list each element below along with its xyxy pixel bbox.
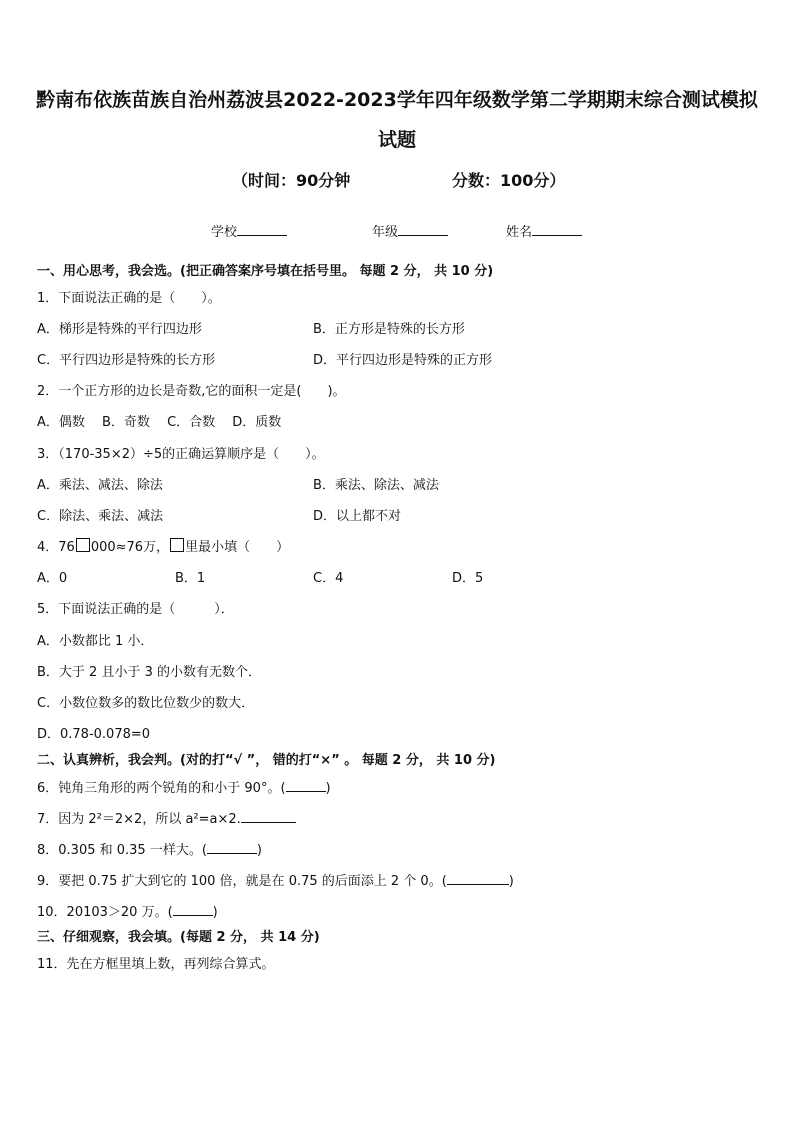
q1-option-a[interactable]: A．梯形是特殊的平行四边形	[37, 322, 202, 337]
name-label: 姓名	[506, 225, 533, 240]
time-label: （时间：90分钟	[232, 171, 351, 190]
q3-option-a[interactable]: A．乘法、减法、除法	[37, 478, 163, 493]
q5-option-b[interactable]: B．大于 2 且小于 3 的小数有无数个．	[37, 665, 261, 680]
name-blank[interactable]	[532, 221, 582, 236]
grade-label: 年级	[372, 225, 399, 240]
q6-answer-blank[interactable]	[286, 778, 326, 792]
q5-stem: 5．下面说法正确的是（ ）．	[37, 602, 234, 617]
q8-answer-blank[interactable]	[207, 840, 257, 854]
q4-digit-box-ref	[170, 538, 184, 552]
q10-answer-blank[interactable]	[173, 902, 213, 916]
q9-answer-blank[interactable]	[447, 871, 509, 885]
q9-paren-close: )	[508, 874, 514, 889]
section1-heading: 一、用心思考，我会选。(把正确答案序号填在括号里。 每题 2 分， 共 10 分)	[37, 264, 494, 279]
q4-stem-part1: 4．76	[37, 540, 75, 555]
q8-text: 8．0.305 和 0.35 一样大。(	[37, 843, 207, 858]
section3-heading: 三、仔细观察，我会填。(每题 2 分， 共 14 分)	[37, 930, 320, 945]
q4-option-d[interactable]: D．5	[452, 571, 484, 586]
q2-stem: 2．一个正方形的边长是奇数,它的面积一定是( )。	[37, 384, 346, 399]
school-field	[211, 221, 287, 243]
q3-option-b[interactable]: B．乘法、除法、减法	[313, 478, 439, 493]
school-blank[interactable]	[237, 221, 287, 236]
q4-stem-part3: 里最小填（ ）	[185, 540, 290, 555]
exam-title-line1: 黔南布依族苗族自治州荔波县2022-2023学年四年级数学第二学期期末综合测试模拟	[36, 89, 758, 111]
q4-stem-part2: 000≈76万，	[90, 540, 170, 555]
q4-option-a[interactable]: A．0	[37, 571, 68, 586]
q1-option-d[interactable]: D．平行四边形是特殊的正方形	[313, 353, 493, 368]
exam-title-line2: 试题	[377, 129, 416, 151]
q2-options[interactable]: A．偶数 B．奇数 C．合数 D．质数	[37, 415, 282, 430]
q7-text: 7．因为 2²＝2×2，所以 a²=a×2.	[37, 812, 241, 827]
q1-stem: 1．下面说法正确的是（ ）。	[37, 291, 221, 306]
grade-field	[372, 221, 448, 243]
q9-text: 9．要把 0.75 扩大到它的 100 倍，就是在 0.75 的后面添上 2 个 0。(	[37, 874, 447, 889]
q3-stem: 3．（170-35×2）÷5的正确运算顺序是（ ）。	[37, 447, 325, 462]
score-label: 分数：100分）	[452, 171, 566, 190]
q6-line	[37, 778, 331, 799]
q5-option-d[interactable]: D．0.78-0.078=0	[37, 727, 151, 742]
q3-option-d[interactable]: D．以上都不对	[313, 509, 402, 524]
section2-heading: 二、认真辨析，我会判。(对的打“√ ”， 错的打“×” 。 每题 2 分， 共 10 分)	[37, 753, 496, 768]
q9-line	[37, 871, 514, 892]
q6-paren-close: )	[325, 781, 331, 796]
q5-option-c[interactable]: C．小数位数多的数比位数少的数大．	[37, 696, 255, 711]
q7-answer-blank[interactable]	[241, 809, 296, 823]
q4-digit-box[interactable]	[76, 538, 90, 552]
q4-option-b[interactable]: B．1	[175, 571, 206, 586]
q6-text: 6．钝角三角形的两个锐角的和小于 90°。(	[37, 781, 286, 796]
q4-stem	[37, 538, 289, 558]
grade-blank[interactable]	[398, 221, 448, 236]
q10-line	[37, 902, 218, 923]
q4-option-c[interactable]: C．4	[313, 571, 344, 586]
q3-option-c[interactable]: C．除法、乘法、减法	[37, 509, 164, 524]
school-label: 学校	[211, 225, 238, 240]
q8-line	[37, 840, 262, 861]
name-field	[506, 221, 582, 243]
q10-text: 10．20103＞20 万。(	[37, 905, 173, 920]
q7-line	[37, 809, 296, 830]
q10-paren-close: )	[212, 905, 218, 920]
q5-option-a[interactable]: A．小数都比 1 小．	[37, 634, 154, 649]
q8-paren-close: )	[256, 843, 262, 858]
q1-option-b[interactable]: B．正方形是特殊的长方形	[313, 322, 465, 337]
q11-stem: 11．先在方框里填上数，再列综合算式。	[37, 957, 275, 972]
q1-option-c[interactable]: C．平行四边形是特殊的长方形	[37, 353, 216, 368]
